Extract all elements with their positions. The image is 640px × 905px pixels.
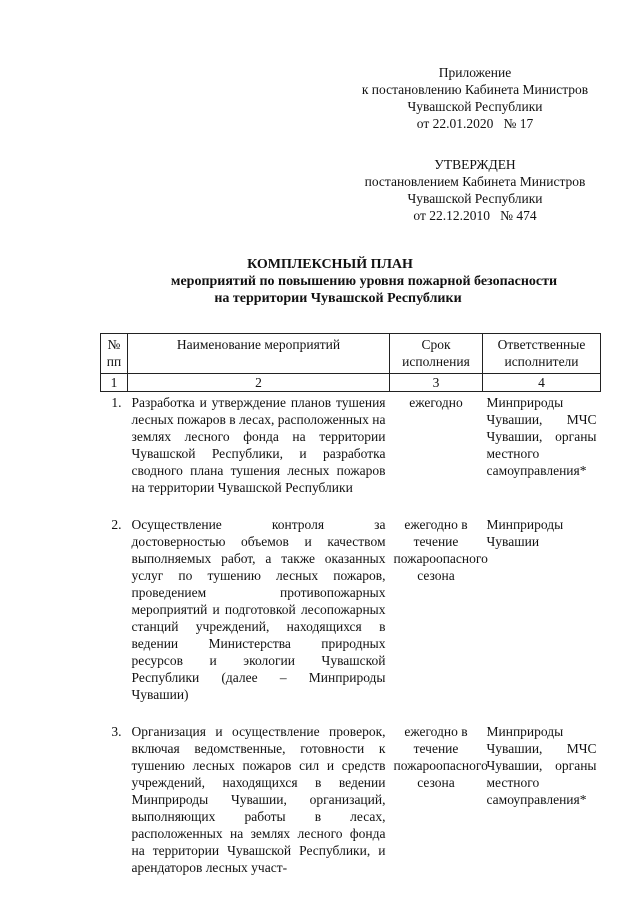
- row-num: 2.: [111, 517, 122, 532]
- row-term: ежегодно: [409, 395, 463, 410]
- table-row: [101, 514, 601, 721]
- row-term: ежегодно в течение пожароопасного сезона: [393, 724, 488, 790]
- header-term: Срок исполнения: [390, 334, 483, 374]
- table-row: [101, 392, 601, 515]
- table-header-row: [101, 334, 601, 374]
- column-number: 4: [483, 374, 601, 392]
- header-name: Наименование мероприятий: [128, 334, 390, 374]
- appendix-line: от 22.01.2020 № 17: [416, 116, 534, 131]
- row-executors: Минприроды Чувашии, МЧС Чувашии, органы местного самоуправления*: [486, 724, 597, 807]
- appendix-line: Чувашской Республики: [407, 99, 543, 114]
- row-executors: Минприроды Чувашии, МЧС Чувашии, органы местного самоуправления*: [486, 395, 597, 478]
- approved-line: от 22.12.2010 № 474: [413, 208, 537, 223]
- appendix-line: к постановлению Кабинета Министров: [361, 82, 589, 97]
- row-activity: Разработка и утверждение планов тушения лесных пожаров в лесах, расположенных на землях лесного фонда на территории Чувашской Республики, и разработка сводного плана тушения лесных пожаров на территории Чувашской Республики: [131, 395, 386, 495]
- approved-line: УТВЕРЖДЕН: [434, 157, 516, 172]
- plan-table: [100, 333, 601, 894]
- header-executors: Ответственные исполнители: [483, 334, 601, 374]
- appendix-block: [340, 64, 610, 132]
- approved-block: [340, 156, 610, 224]
- column-number: 2: [128, 374, 390, 392]
- document-subtitle: мероприятий по повышению уровня пожарной безопасности: [170, 274, 558, 289]
- header-num: № пп: [101, 334, 128, 374]
- document-title: КОМПЛЕКСНЫЙ ПЛАН: [247, 257, 413, 272]
- approved-line: Чувашской Республики: [407, 191, 543, 206]
- approved-line: постановлением Кабинета Министров: [364, 174, 586, 189]
- row-num: 3.: [111, 724, 122, 739]
- row-executors: Минприроды Чувашии: [486, 517, 564, 549]
- row-activity: Организация и осуществление проверок, включая ведомственные, готовности к тушению лесных пожаров сил и средств учреждений, находящихся в ведении Минприроды Чувашии, организаций, выполняющих работы в лесах, расположенных на землях лесного фонда на территории Чувашской Республики, и арендаторов лесных участ-: [131, 724, 386, 875]
- document-subtitle: на территории Чувашской Республики: [214, 291, 462, 306]
- column-numbers-row: [101, 374, 601, 392]
- column-number: 3: [390, 374, 483, 392]
- column-number: 1: [101, 374, 128, 392]
- row-term: ежегодно в течение пожароопасного сезона: [393, 517, 488, 583]
- appendix-line: Приложение: [438, 65, 512, 80]
- row-activity: Осуществление контроля за достоверностью объемов и качеством выполняемых работ, а также оказанных услуг по тушению лесных пожаров, проведением противопожарных мероприятий и подготовкой лесопожарных станций учреждений, находящихся в ведении Министерства природных ресурсов и экологии Чувашской Республики (далее – Минприроды Чувашии): [131, 517, 386, 702]
- row-num: 1.: [111, 395, 122, 410]
- table-row: [101, 721, 601, 894]
